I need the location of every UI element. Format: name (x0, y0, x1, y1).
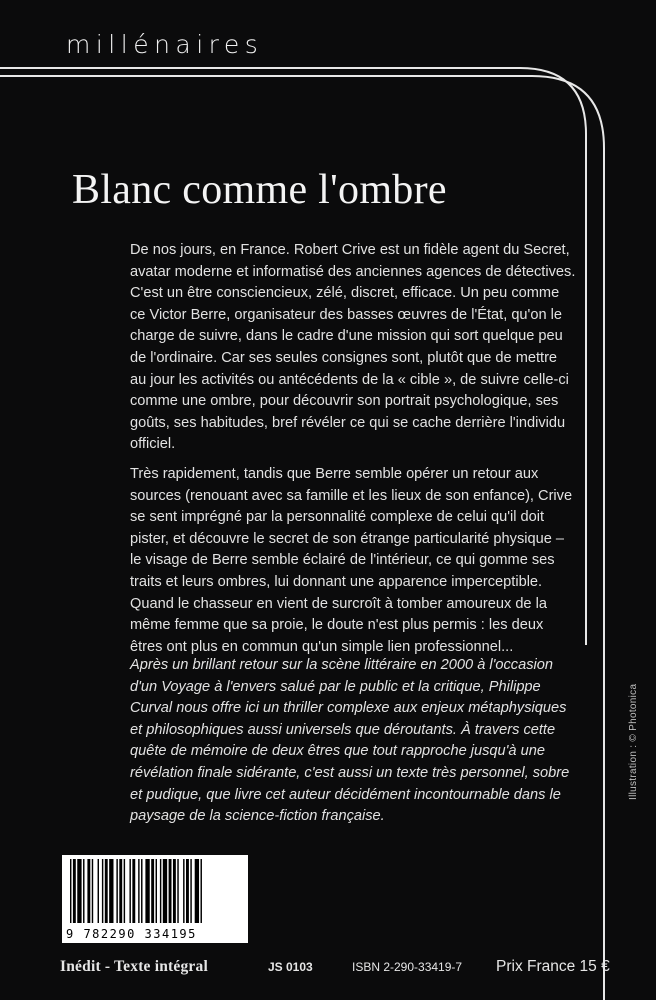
barcode-bar (109, 859, 113, 923)
barcode-bar (92, 859, 93, 923)
barcode-bar (169, 859, 172, 923)
summary-text (130, 240, 576, 666)
edition-label: Inédit - Texte intégral (60, 958, 208, 975)
barcode-bar (98, 859, 99, 923)
barcode-bar (156, 859, 157, 923)
collection-name: millénaires (66, 30, 264, 59)
barcode-bar (105, 859, 108, 923)
barcode-bar (145, 859, 149, 923)
barcode-bar (70, 859, 71, 923)
barcode-bar (138, 859, 139, 923)
summary-paragraph: Très rapidement, tandis que Berre semble opérer un retour aux sources (renouant avec sa famille et les lieux de son enfance), Crive se sent imprégné par la personnalité complexe de celui qu'il doit pister, et découvre le secret de son étrange particularité physique – le visage de Berre semble éclairé de l'intérieur, ce qui gomme ses traits et leurs ombres, lui donnant une apparence imperceptible. Quand le chasseur en vient de surcroît à tomber amoureux de la même femme que sa proie, le doute n'est plus permis : les deux êtres ont plus en commun qu'un simple lien professionnel... (130, 465, 573, 655)
barcode-bar (102, 859, 103, 923)
barcode-bar (163, 859, 167, 923)
illustration-credit: Illustration : © Photonica (628, 683, 639, 800)
barcode-bar (201, 859, 202, 923)
barcode-bars (62, 855, 248, 927)
barcode (62, 855, 248, 943)
isbn: ISBN 2-290-33419-7 (352, 960, 463, 974)
summary-paragraph: De nos jours, en France. Robert Crive est un fidèle agent du Secret, avatar moderne et informatisé des anciennes agences de détectives. C'est un être consciencieux, zélé, discret, efficace. Un peu comme ce Victor Berre, organisateur des basses œuvres de l'État, qu'on le charge de suivre, dans le cadre d'une mission qui sort quelque peu de l'ordinaire. Car ses seules consignes sont, plutôt que de mettre au jour les activités ou antécédents de la « cible », de suivre celle-ci comme une ombre, pour découvrir son portrait psychologique, ses goûts, ses habitudes, bref révéler ce qui se cache derrière l'individu officiel. (130, 242, 576, 453)
barcode-bar (116, 859, 117, 923)
book-title: Blanc comme l'ombre (72, 167, 447, 213)
barcode-bar (173, 859, 176, 923)
barcode-bar (132, 859, 135, 923)
barcode-bar (77, 859, 81, 923)
price: Prix France 15 € (496, 958, 610, 975)
barcode-bar (195, 859, 199, 923)
barcode-digits: 9 782290 334195 (66, 927, 197, 941)
barcode-bar (183, 859, 184, 923)
barcode-bar (124, 859, 125, 923)
barcode-bar (141, 859, 142, 923)
barcode-bar (186, 859, 189, 923)
series-code: JS 0103 (268, 960, 313, 974)
author-blurb: Après un brillant retour sur la scène littéraire en 2000 à l'occasion d'un Voyage à l'envers salué par le public et la critique, Philippe Curval nous offre ici un thriller complexe aux enjeux métaphysiques et philosophiques aussi universels que déroutants. À travers cette quête de mémoire de deux êtres que tout rapproche jusqu'à une révélation finale sidérante, c'est aussi un texte très personnel, sobre et pudique, que livre cet auteur décidément incontournable dans le paysage de la science-fiction française. (130, 657, 570, 825)
barcode-bar (119, 859, 122, 923)
footer-bar (0, 958, 656, 982)
barcode-bar (129, 859, 130, 923)
barcode-bar (87, 859, 90, 923)
barcode-bar (151, 859, 154, 923)
barcode-bar (83, 859, 84, 923)
barcode-bar (73, 859, 76, 923)
barcode-bar (190, 859, 191, 923)
barcode-bar (160, 859, 161, 923)
barcode-bar (177, 859, 178, 923)
